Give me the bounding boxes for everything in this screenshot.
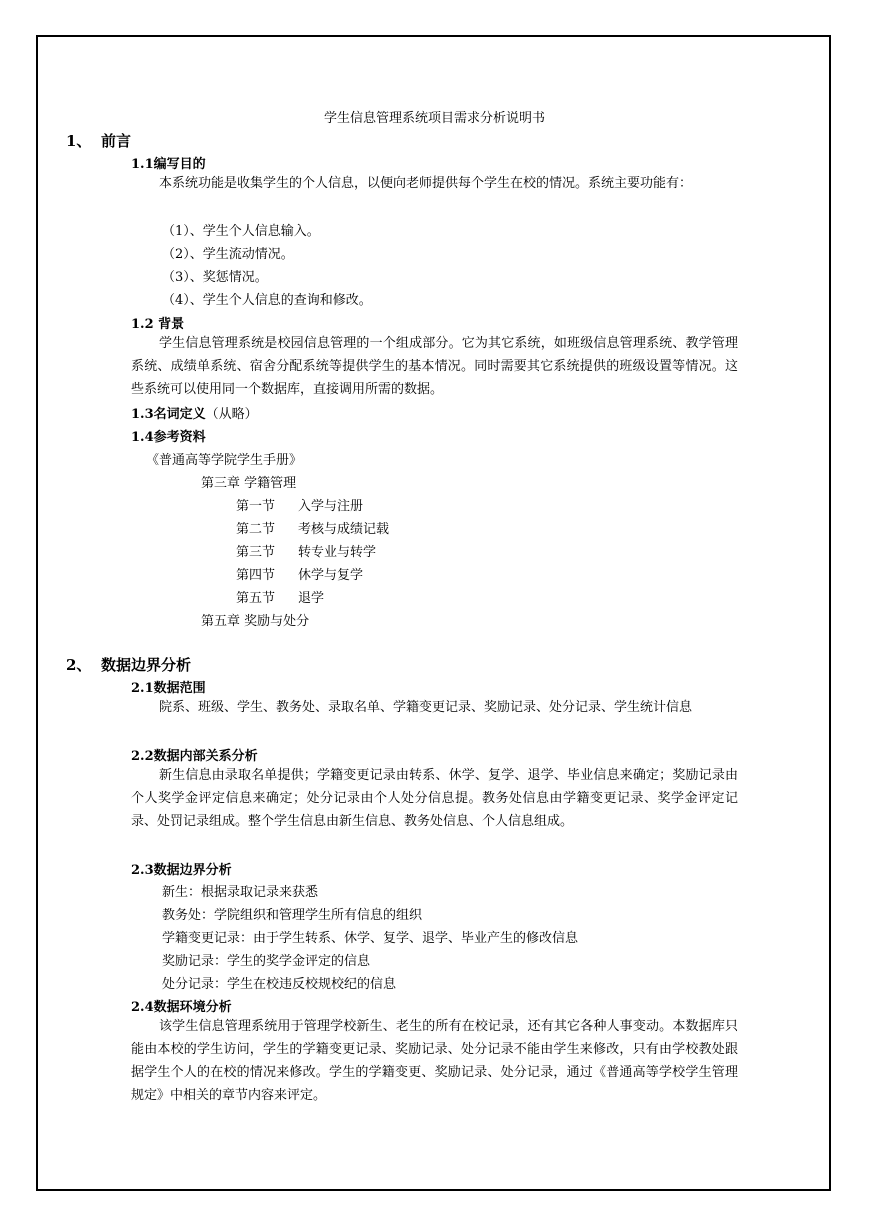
chapter-section-number: 第三节 <box>236 545 276 560</box>
subsection-1-3-note: （从略） <box>205 407 258 422</box>
section-1-title: 前言 <box>101 132 132 150</box>
subsection-1-4-heading: 1.4参考资料 <box>131 430 206 445</box>
chapter-3-heading: 第三章 学籍管理 <box>201 476 297 491</box>
chapter-section-item <box>236 518 389 537</box>
list-item: （1）、学生个人信息输入。 <box>162 224 320 239</box>
subsection-1-2-paragraph: 学生信息管理系统是校园信息管理的一个组成部分。它为其它系统，如班级信息管理系统、教学管理系统、成绩单系统、宿舍分配系统等提供学生的基本情况。同时需要其它系统提供的班级设置等情况。这些系统可以使用同一个数据库，直接调用所需的数据。 <box>131 336 738 397</box>
chapter-section-item <box>236 587 324 606</box>
section-2-number: 2、 <box>66 656 92 674</box>
subsection-1-2-heading: 1.2 背景 <box>131 317 185 332</box>
list-item: （3）、奖惩情况。 <box>162 270 268 285</box>
subsection-1-1-heading: 1.1编写目的 <box>131 157 206 172</box>
section-2-heading <box>66 654 191 675</box>
section-1-heading <box>66 130 131 151</box>
subsection-2-4-heading: 2.4数据环境分析 <box>131 1000 232 1015</box>
chapter-section-name: 考核与成绩记载 <box>298 522 390 537</box>
subsection-1-3-heading <box>131 403 258 422</box>
chapter-section-number: 第一节 <box>236 499 276 514</box>
reference-book-title: 《普通高等学院学生手册》 <box>146 453 303 468</box>
list-item: 学籍变更记录：由于学生转系、休学、复学、退学、毕业产生的修改信息 <box>162 931 579 946</box>
chapter-5-heading: 第五章 奖励与处分 <box>201 614 310 629</box>
document-title: 学生信息管理系统项目需求分析说明书 <box>323 111 545 126</box>
list-item: 处分记录：学生在校违反校规校纪的信息 <box>162 977 397 992</box>
subsection-2-3-heading: 2.3数据边界分析 <box>131 863 232 878</box>
chapter-section-name: 退学 <box>298 591 325 606</box>
chapter-section-name: 入学与注册 <box>298 499 364 514</box>
chapter-section-item <box>236 495 363 514</box>
chapter-section-name: 休学与复学 <box>298 568 364 583</box>
chapter-section-name: 转专业与转学 <box>298 545 377 560</box>
subsection-2-2-paragraph: 新生信息由录取名单提供；学籍变更记录由转系、休学、复学、退学、毕业信息来确定；奖励记录由个人奖学金评定信息来确定；处分记录由个人处分信息提。教务处信息由学籍变更记录、奖学金评定记录、处罚记录组成。整个学生信息由新生信息、教务处信息、个人信息组成。 <box>131 768 738 829</box>
chapter-section-number: 第五节 <box>236 591 276 606</box>
list-item: （4）、学生个人信息的查询和修改。 <box>162 293 372 308</box>
subsection-2-1-paragraph: 院系、班级、学生、教务处、录取名单、学籍变更记录、奖励记录、处分记录、学生统计信息 <box>159 700 693 715</box>
list-item: 奖励记录：学生的奖学金评定的信息 <box>162 954 371 969</box>
chapter-section-number: 第四节 <box>236 568 276 583</box>
subsection-2-1-heading: 2.1数据范围 <box>131 681 206 696</box>
list-item: 教务处：学院组织和管理学生所有信息的组织 <box>162 908 423 923</box>
section-2-title: 数据边界分析 <box>101 656 192 674</box>
subsection-1-1-paragraph: 本系统功能是收集学生的个人信息，以便向老师提供每个学生在校的情况。系统主要功能有： <box>159 176 693 191</box>
subsection-1-3-title: 1.3名词定义 <box>131 407 206 422</box>
list-item: 新生：根据录取记录来获悉 <box>162 885 319 900</box>
section-1-number: 1、 <box>66 132 92 150</box>
list-item: （2）、学生流动情况。 <box>162 247 294 262</box>
chapter-section-item <box>236 541 376 560</box>
subsection-2-4-paragraph: 该学生信息管理系统用于管理学校新生、老生的所有在校记录，还有其它各种人事变动。本数据库只能由本校的学生访问，学生的学籍变更记录、奖励记录、处分记录不能由学生来修改，只有由学校教处跟据学生个人的在校的情况来修改。学生的学籍变更、奖励记录、处分记录，通过《普通高等学校学生管理规定》中相关的章节内容来评定。 <box>131 1019 738 1103</box>
subsection-2-2-heading: 2.2数据内部关系分析 <box>131 749 258 764</box>
chapter-section-item <box>236 564 363 583</box>
chapter-section-number: 第二节 <box>236 522 276 537</box>
